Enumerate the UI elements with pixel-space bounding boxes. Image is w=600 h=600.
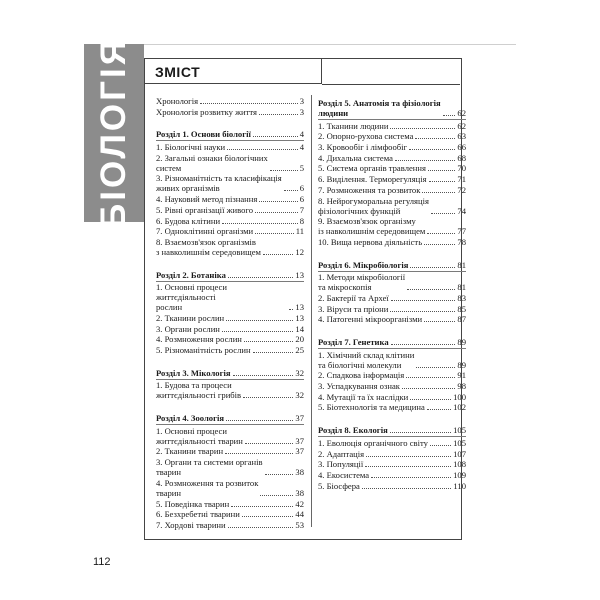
- dot-leader: [390, 432, 451, 433]
- toc-entry[interactable]: [318, 153, 466, 163]
- toc-entry-title: 6. Будова клітини: [156, 215, 221, 226]
- dot-leader: [222, 223, 298, 224]
- dot-leader: [260, 495, 293, 496]
- toc-entry-title: 2. Тканини тварин: [156, 446, 224, 457]
- dot-leader: [225, 453, 293, 454]
- toc-entry[interactable]: [318, 438, 466, 448]
- toc-entry-title: 3. Кровообіг і лімфообіг: [318, 142, 408, 153]
- toc-entry-page: 109: [453, 469, 466, 480]
- dot-leader: [289, 309, 293, 310]
- dot-leader: [362, 488, 452, 489]
- toc-entry-title: Розділ 6. Мікробіологія: [318, 259, 409, 270]
- dot-leader: [402, 388, 455, 389]
- toc-entry-title: 10. Вища нервова діяльність: [318, 236, 423, 247]
- toc-entry-title: 6. Безхребетні тварини: [156, 509, 240, 520]
- section-gap: [156, 401, 304, 411]
- toc-entry-page: 6: [299, 183, 304, 194]
- toc-entry[interactable]: [318, 370, 466, 380]
- toc-entry-title: 7. Розмноження та розвиток: [318, 184, 421, 195]
- dot-leader: [253, 136, 298, 137]
- toc-entry-page: 6: [299, 194, 304, 205]
- dot-leader: [259, 114, 298, 115]
- toc-section[interactable]: [318, 337, 466, 349]
- toc-entry-title: 2. Тканини рослин: [156, 312, 225, 323]
- dot-leader: [410, 267, 455, 268]
- toc-entry-page: 5: [299, 162, 304, 173]
- toc-entry[interactable]: [156, 282, 304, 312]
- top-rule: [122, 44, 516, 45]
- toc-entry-page: 13: [295, 269, 304, 280]
- dot-leader: [427, 409, 451, 410]
- dot-leader: [242, 516, 294, 517]
- toc-section[interactable]: [156, 413, 304, 425]
- toc-entry-title: 1. Еволюція органічного світу: [318, 437, 428, 448]
- dot-leader: [228, 277, 294, 278]
- dot-leader: [391, 300, 456, 301]
- toc-entry-title: 4. Дихальна система: [318, 152, 393, 163]
- toc-entry-title: 7. Одноклітинні організми: [156, 226, 254, 237]
- toc-entry-page: 71: [457, 174, 466, 185]
- dot-leader: [443, 115, 456, 116]
- toc-entry-page: 102: [453, 402, 466, 413]
- toc-entry[interactable]: [318, 272, 466, 292]
- toc-entry[interactable]: [156, 153, 304, 173]
- toc-entry-title: 6. Виділення. Терморегуляція: [318, 174, 427, 185]
- toc-entry-title: Розділ 5. Анатомія та фізіологія людини: [318, 98, 441, 118]
- toc-entry-title: 3. Популяції: [318, 459, 364, 470]
- toc-entry[interactable]: [156, 478, 304, 498]
- toc-entry-page: 3: [299, 96, 304, 106]
- toc-entry-title: 1. Основні процеси життєдіяльності рослин: [156, 282, 227, 313]
- section-gap: [156, 117, 304, 127]
- dot-leader: [259, 201, 297, 202]
- toc-entry-page: 53: [295, 519, 304, 530]
- toc-entry-title: 1. Біологічні науки: [156, 142, 226, 153]
- dot-leader: [245, 443, 294, 444]
- toc-entry-page: 32: [295, 390, 304, 401]
- toc-entry-page: 77: [457, 226, 466, 237]
- side-title-text: БІОЛОГІЯ: [94, 37, 133, 229]
- toc-section[interactable]: [318, 425, 466, 437]
- toc-entry-title: 7. Хордові тварини: [156, 519, 226, 530]
- toc-entry-page: 85: [457, 303, 466, 314]
- toc-entry-page: 105: [453, 437, 466, 448]
- dot-leader: [265, 474, 294, 475]
- toc-entry-title: 1. Тканини людини: [318, 120, 389, 131]
- toc-entry-page: 81: [457, 259, 466, 270]
- toc-entry-title: 5. Система органів травлення: [318, 163, 426, 174]
- toc-entry-title: 3. Успадкування ознак: [318, 381, 400, 392]
- toc-entry-page: 7: [299, 204, 304, 215]
- section-gap: [318, 325, 466, 335]
- toc-entry-title: 4. Екосистема: [318, 469, 370, 480]
- section-gap: [318, 248, 466, 258]
- dot-leader: [424, 244, 455, 245]
- toc-entry-page: 78: [457, 236, 466, 247]
- toc-entry-title: 9. Взаємозв'язок організму із навколишнім середовищем: [318, 216, 426, 237]
- dot-leader: [390, 128, 455, 129]
- toc-entry-page: 38: [295, 467, 304, 478]
- left-column: [156, 96, 304, 531]
- toc-entry-title: 5. Поведінка тварин: [156, 498, 230, 509]
- dot-leader: [395, 160, 456, 161]
- toc-entry-page: 38: [295, 487, 304, 498]
- toc-entry[interactable]: [318, 392, 466, 402]
- toc-entry[interactable]: [318, 381, 466, 391]
- toc-entry-title: 4. Науковий метод пізнання: [156, 194, 258, 205]
- dot-leader: [422, 192, 455, 193]
- toc-section[interactable]: [156, 368, 304, 380]
- dot-leader: [371, 477, 451, 478]
- dot-leader: [253, 352, 294, 353]
- toc-entry-page: 74: [457, 205, 466, 216]
- toc-entry[interactable]: [318, 121, 466, 131]
- toc-entry[interactable]: [156, 226, 304, 236]
- dot-leader: [222, 331, 294, 332]
- dot-leader: [390, 311, 455, 312]
- toc-entry-page: 89: [457, 359, 466, 370]
- toc-entry-title: 4. Мутації та їх наслідки: [318, 391, 409, 402]
- toc-entry[interactable]: [318, 185, 466, 195]
- toc-entry[interactable]: [318, 216, 466, 236]
- dot-leader: [255, 233, 294, 234]
- toc-entry[interactable]: [318, 314, 466, 324]
- toc-entry-page: 14: [295, 323, 304, 334]
- toc-entry-page: 11: [295, 226, 304, 237]
- dot-leader: [428, 170, 455, 171]
- toc-entry-page: 81: [457, 282, 466, 293]
- section-gap: [156, 356, 304, 366]
- toc-entry[interactable]: [156, 520, 304, 530]
- toc-entry[interactable]: [156, 426, 304, 446]
- dot-leader: [244, 341, 294, 342]
- header-rule: [322, 84, 460, 85]
- dot-leader: [366, 456, 451, 457]
- toc-entry[interactable]: [318, 459, 466, 469]
- toc-entry[interactable]: [318, 163, 466, 173]
- dot-leader: [427, 233, 455, 234]
- toc-entry-page: 37: [295, 413, 304, 424]
- toc-entry-title: 4. Розмноження та розвиток тварин: [156, 477, 259, 498]
- toc-entry[interactable]: [318, 142, 466, 152]
- dot-leader: [200, 103, 298, 104]
- toc-entry-page: 98: [457, 381, 466, 392]
- dot-leader: [431, 213, 455, 214]
- toc-entry[interactable]: [156, 499, 304, 509]
- toc-entry[interactable]: [156, 194, 304, 204]
- toc-entry[interactable]: [318, 470, 466, 480]
- dot-leader: [231, 506, 293, 507]
- toc-entry[interactable]: [156, 173, 304, 193]
- toc-entry-page: 12: [295, 246, 304, 257]
- toc-entry-page: 91: [457, 370, 466, 381]
- toc-section[interactable]: [156, 270, 304, 282]
- toc-entry-page: 63: [457, 131, 466, 142]
- toc-entry-title: 2. Опорно-рухова система: [318, 131, 414, 142]
- toc-entry-page: 25: [295, 345, 304, 355]
- toc-entry-page: 13: [295, 302, 304, 313]
- toc-entry-page: 44: [295, 509, 304, 520]
- toc-entry-page: 20: [295, 334, 304, 345]
- toc-entry-title: Розділ 1. Основи біології: [156, 129, 251, 140]
- toc-entry-page: 68: [457, 152, 466, 163]
- toc-entry-title: Розділ 7. Генетика: [318, 337, 389, 347]
- toc-entry-title: 1. Основні процеси життєдіяльності тварин: [156, 425, 243, 446]
- dot-leader: [284, 190, 298, 191]
- toc-entry[interactable]: [156, 345, 304, 355]
- dot-leader: [424, 321, 455, 322]
- toc-entry[interactable]: [156, 509, 304, 519]
- toc-entry-title: 1. Хімічний склад клітини та біологічні молекули: [318, 349, 415, 370]
- toc-entry-title: 2. Загальні ознаки біологічних систем: [156, 152, 268, 173]
- dot-leader: [415, 138, 455, 139]
- dot-leader: [406, 377, 455, 378]
- contents-header: [144, 58, 322, 84]
- dot-leader: [430, 445, 451, 446]
- toc-entry-title: 8. Взаємозв'язок організмів з навколишнім середовищем: [156, 236, 261, 257]
- dot-leader: [227, 149, 298, 150]
- dot-leader: [226, 420, 293, 421]
- toc-entry[interactable]: [156, 237, 304, 257]
- dot-leader: [243, 397, 293, 398]
- toc-entry[interactable]: [318, 350, 466, 370]
- toc-entry-page: 72: [457, 184, 466, 195]
- dot-leader: [228, 527, 294, 528]
- toc-entry-title: 3. Різноманітність та класифікація живих організмів: [156, 173, 282, 194]
- dot-leader: [407, 289, 455, 290]
- toc-entry[interactable]: [156, 334, 304, 344]
- toc-entry[interactable]: [156, 324, 304, 334]
- toc-entry-title: 2. Адаптація: [318, 448, 365, 459]
- toc-entry-title: Розділ 8. Екологія: [318, 425, 388, 436]
- toc-entry[interactable]: [156, 96, 304, 106]
- toc-entry[interactable]: [318, 174, 466, 184]
- toc-entry[interactable]: [318, 196, 466, 216]
- toc-entry-page: 4: [299, 129, 304, 140]
- dot-leader: [429, 181, 456, 182]
- toc-entry-title: 3. Органи та системи органів тварин: [156, 457, 263, 478]
- toc-entry-title: 3. Віруси та пріони: [318, 303, 389, 314]
- toc-entry-page: 62: [457, 108, 466, 118]
- toc-entry-title: 5. Біосфера: [318, 480, 360, 491]
- page-number: 112: [93, 556, 111, 568]
- dot-leader: [226, 320, 293, 321]
- toc-entry-page: 108: [453, 459, 466, 470]
- toc-entry-page: 37: [295, 446, 304, 457]
- toc-entry[interactable]: [318, 481, 466, 491]
- dot-leader: [365, 466, 451, 467]
- section-gap: [318, 413, 466, 423]
- toc-entry[interactable]: [318, 293, 466, 303]
- toc-entry-title: Розділ 2. Ботаніка: [156, 269, 226, 280]
- dot-leader: [391, 344, 456, 345]
- toc-entry-title: Хронологія: [156, 96, 199, 106]
- toc-entry-page: 42: [295, 498, 304, 509]
- toc-section[interactable]: [156, 129, 304, 141]
- toc-entry-title: 5. Біотехнологія та медицина: [318, 402, 425, 413]
- toc-entry[interactable]: [156, 446, 304, 456]
- toc-entry[interactable]: [156, 457, 304, 477]
- toc-entry-page: 83: [457, 292, 466, 303]
- toc-entry-page: 100: [453, 391, 466, 402]
- toc-entry-title: Розділ 4. Зоологія: [156, 413, 225, 424]
- toc-entry-title: 5. Рівні організації живого: [156, 204, 254, 215]
- toc-entry[interactable]: [156, 380, 304, 400]
- toc-entry[interactable]: [318, 304, 466, 314]
- toc-entry-page: 70: [457, 163, 466, 174]
- toc-entry[interactable]: [156, 142, 304, 152]
- toc-entry[interactable]: [156, 216, 304, 226]
- toc-entry-page: 66: [457, 142, 466, 153]
- right-column: [318, 96, 466, 491]
- toc-entry-title: 3. Органи рослин: [156, 323, 220, 334]
- toc-entry-page: 4: [299, 142, 304, 153]
- toc-entry-page: 3: [299, 106, 304, 117]
- toc-section[interactable]: [318, 98, 466, 120]
- column-separator: [311, 95, 312, 527]
- toc-entry-page: 89: [457, 337, 466, 347]
- dot-leader: [255, 212, 298, 213]
- dot-leader: [409, 149, 455, 150]
- section-gap: [156, 258, 304, 268]
- toc-entry-title: 4. Патогенні мікроорганізми: [318, 314, 423, 325]
- dot-leader: [416, 367, 455, 368]
- dot-leader: [270, 170, 298, 171]
- dot-leader: [410, 399, 451, 400]
- toc-entry-page: 107: [453, 448, 466, 459]
- toc-entry[interactable]: [318, 449, 466, 459]
- dot-leader: [233, 375, 294, 376]
- toc-entry-page: 105: [453, 425, 466, 436]
- toc-entry[interactable]: [156, 107, 304, 117]
- toc-entry[interactable]: [318, 402, 466, 412]
- toc-entry-title: 2. Бактерії та Археї: [318, 292, 389, 303]
- toc-entry-title: 4. Розмноження рослин: [156, 334, 242, 345]
- toc-entry-page: 13: [295, 312, 304, 323]
- contents-title: ЗМІСТ: [155, 64, 201, 80]
- toc-entry-page: 87: [457, 314, 466, 325]
- toc-entry[interactable]: [156, 313, 304, 323]
- toc-entry-title: 5. Різноманітність рослин: [156, 345, 251, 355]
- toc-entry-title: 1. Будова та процеси життєдіяльності грибів: [156, 380, 242, 401]
- toc-entry[interactable]: [318, 131, 466, 141]
- toc-entry-page: 37: [295, 435, 304, 446]
- toc-entry-page: 32: [295, 367, 304, 378]
- toc-entry-title: 1. Методи мікробіології та мікроскопія: [318, 272, 406, 293]
- toc-entry-title: 2. Спадкова інформація: [318, 370, 405, 381]
- toc-entry-title: Хронологія розвитку життя: [156, 106, 257, 117]
- toc-section[interactable]: [318, 260, 466, 272]
- toc-entry[interactable]: [156, 205, 304, 215]
- dot-leader: [263, 254, 293, 255]
- toc-entry-page: 110: [453, 480, 466, 491]
- toc-entry-page: 8: [299, 215, 304, 226]
- side-title: [84, 37, 144, 229]
- toc-entry-title: Розділ 3. Мікологія: [156, 367, 231, 378]
- toc-entry-title: 8. Нейрогуморальна регуляція фізіологічних функцій: [318, 195, 429, 216]
- toc-entry[interactable]: [318, 237, 466, 247]
- toc-entry-page: 62: [457, 120, 466, 131]
